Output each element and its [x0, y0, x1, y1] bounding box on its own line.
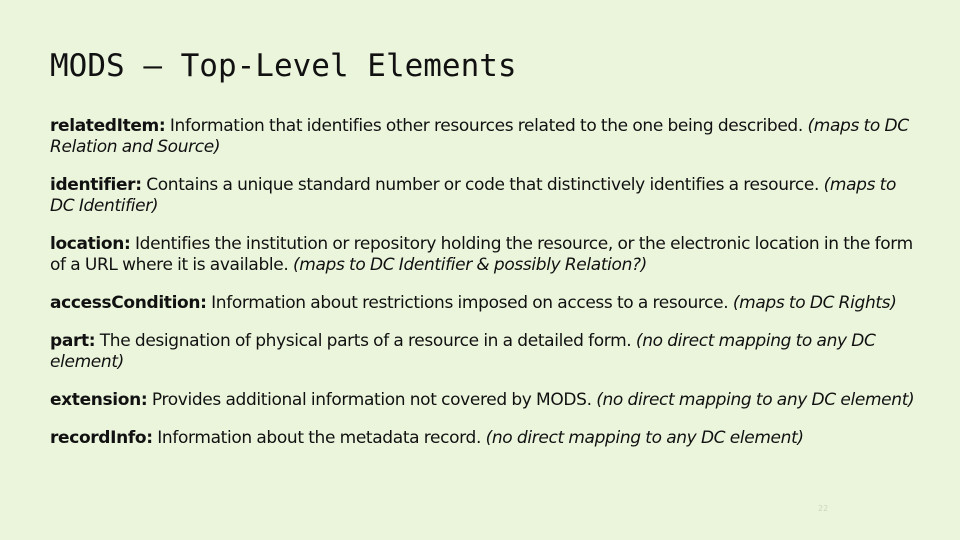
element-term: location: — [50, 234, 131, 254]
element-description: Provides additional information not covered by MODS. — [147, 390, 597, 410]
dc-mapping-note: (maps to DC Identifier) — [50, 175, 897, 216]
dc-mapping-note: (maps to DC Relation and Source) — [50, 116, 909, 157]
list-item-extension — [50, 390, 920, 411]
dc-mapping-note: (no direct mapping to any DC element) — [596, 390, 915, 410]
list-item-recordinfo — [50, 428, 920, 449]
list-item-part — [50, 331, 920, 373]
element-term: recordInfo: — [50, 428, 153, 448]
element-term: part: — [50, 331, 96, 351]
dc-mapping-note: (no direct mapping to any DC element) — [485, 428, 804, 448]
dc-mapping-note: (no direct mapping to any DC element) — [50, 331, 876, 372]
dc-mapping-note: (maps to DC Identifier & possibly Relation?) — [292, 255, 647, 275]
page-number: 22 — [818, 504, 829, 513]
list-item-location — [50, 234, 920, 276]
list-item-accesscondition — [50, 293, 920, 314]
element-term: identifier: — [50, 175, 142, 195]
element-description: Information about restrictions imposed on access to a resource. — [206, 293, 733, 313]
element-term: accessCondition: — [50, 293, 207, 313]
slide-title: MODS – Top-Level Elements — [50, 48, 517, 84]
element-description: Information about the metadata record. — [152, 428, 486, 448]
element-term: extension: — [50, 390, 148, 410]
element-list — [50, 116, 920, 466]
element-description: Identifies the institution or repository holding the resource, or the electronic location in the form of a URL where it is available. — [50, 234, 913, 275]
element-description: Contains a unique standard number or code that distinctively identifies a resource. — [141, 175, 824, 195]
element-term: relatedItem: — [50, 116, 166, 136]
list-item-relateditem — [50, 116, 920, 158]
element-description: The designation of physical parts of a resource in a detailed form. — [95, 331, 636, 351]
list-item-identifier — [50, 175, 920, 217]
element-description: Information that identifies other resources related to the one being described. — [165, 116, 808, 136]
dc-mapping-note: (maps to DC Rights) — [732, 293, 897, 313]
